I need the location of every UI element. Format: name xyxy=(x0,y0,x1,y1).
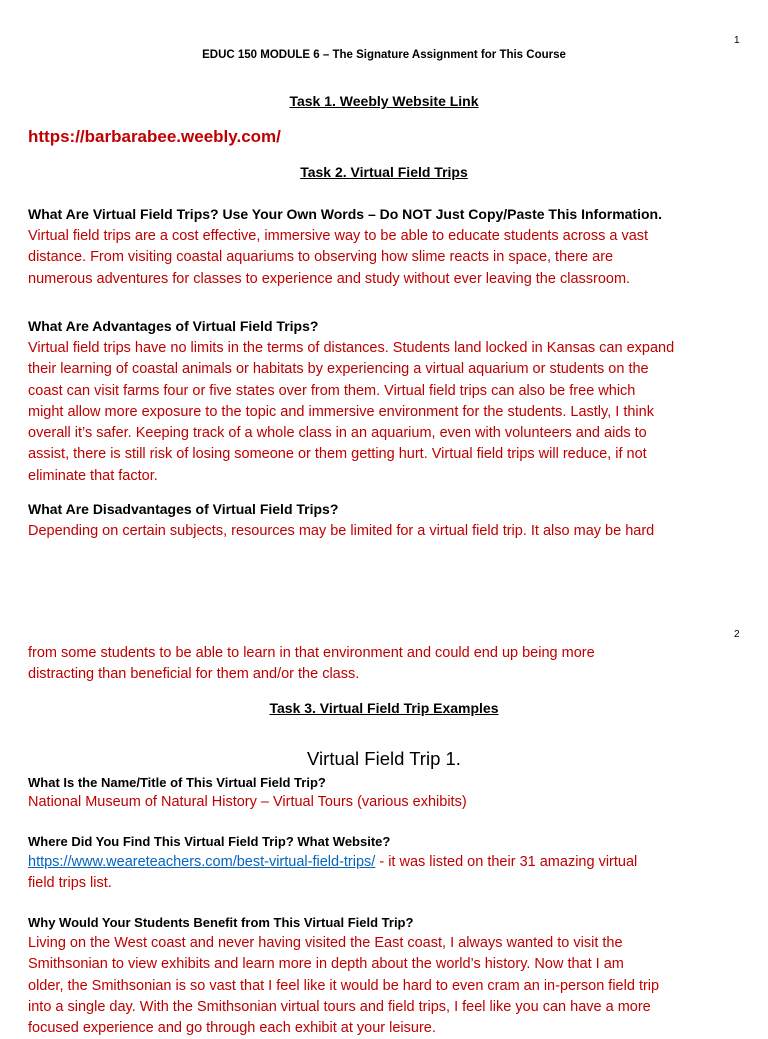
weebly-link[interactable]: https://barbarabee.weebly.com/ xyxy=(28,127,281,146)
answer-line: Virtual field trips are a cost effective, immersive way to be able to educate students across a vast xyxy=(28,228,649,244)
question-advantages: What Are Advantages of Virtual Field Trips? xyxy=(28,318,319,334)
vft1-title: Virtual Field Trip 1. xyxy=(307,748,461,769)
answer-line: coast can visit farms four or five states over from them. Virtual field trips can also be free which xyxy=(28,382,636,399)
answer-line: focused experience and go through each exhibit at your leisure. xyxy=(28,1020,436,1037)
answer-what-are-vft xyxy=(28,226,743,290)
answer-line: distance. From visiting coastal aquariums to observing how slime reacts in space, there are xyxy=(28,249,614,266)
answer-advantages xyxy=(28,338,743,487)
question-vft-benefit: Why Would Your Students Benefit from This Virtual Field Trip? xyxy=(28,915,414,930)
answer-line xyxy=(28,852,743,873)
answer-line: field trips list. xyxy=(28,875,112,892)
answer-vft-source xyxy=(28,852,743,895)
task2-heading: Task 2. Virtual Field Trips xyxy=(300,164,468,180)
answer-line: Smithsonian to view exhibits and learn more in depth about the world’s history. Now that I am xyxy=(28,956,624,973)
answer-disadvantages-continued xyxy=(28,643,743,686)
page-number: 1 xyxy=(734,35,740,46)
page-number: 2 xyxy=(734,629,740,640)
answer-line: might allow more exposure to the topic and immersive environment for the students. Lastly, I think xyxy=(28,403,654,420)
answer-line: overall it’s safer. Keeping track of a whole class in an aquarium, even with volunteers and aids to xyxy=(28,425,647,442)
answer-line: eliminate that factor. xyxy=(28,467,158,484)
answer-line: Virtual field trips have no limits in the terms of distances. Students land locked in Kansas can expand xyxy=(28,340,675,356)
question-vft-source: Where Did You Find This Virtual Field Trip? What Website? xyxy=(28,834,391,849)
answer-line: Living on the West coast and never having visited the East coast, I always wanted to visit the xyxy=(28,935,623,951)
answer-line: distracting than beneficial for them and/or the class. xyxy=(28,666,360,683)
question-disadvantages: What Are Disadvantages of Virtual Field Trips? xyxy=(28,501,339,517)
source-link[interactable]: https://www.weareteachers.com/best-virtual-field-trips/ xyxy=(28,854,376,870)
question-vft-name: What Is the Name/Title of This Virtual Field Trip? xyxy=(28,775,326,790)
task3-heading: Task 3. Virtual Field Trip Examples xyxy=(269,700,499,716)
source-link-note: - it was listed on their 31 amazing virtual xyxy=(375,854,638,870)
answer-line: their learning of coastal animals or habitats by experiencing a virtual aquarium or students on the xyxy=(28,361,649,378)
document-header: EDUC 150 MODULE 6 – The Signature Assignment for This Course xyxy=(202,49,566,61)
answer-vft-name: National Museum of Natural History – Virtual Tours (various exhibits) xyxy=(28,794,467,810)
answer-line: assist, there is still risk of losing someone or them getting hurt. Virtual field trips will reduce, if not xyxy=(28,446,647,463)
task1-heading: Task 1. Weebly Website Link xyxy=(289,93,479,109)
answer-line: older, the Smithsonian is so vast that I feel like it would be hard to even cram an in-person field trip xyxy=(28,977,660,994)
answer-line: from some students to be able to learn in that environment and could end up being more xyxy=(28,645,595,661)
answer-disadvantages-line1: Depending on certain subjects, resources may be limited for a virtual field trip. It also may be hard xyxy=(28,523,655,539)
answer-vft-benefit xyxy=(28,933,743,1039)
answer-line: numerous adventures for classes to experience and study without ever leaving the classroom. xyxy=(28,270,631,287)
answer-line: into a single day. With the Smithsonian virtual tours and field trips, I feel like you can have a more xyxy=(28,998,651,1015)
question-what-are-vft: What Are Virtual Field Trips? Use Your Own Words – Do NOT Just Copy/Paste This Information. xyxy=(28,206,662,222)
